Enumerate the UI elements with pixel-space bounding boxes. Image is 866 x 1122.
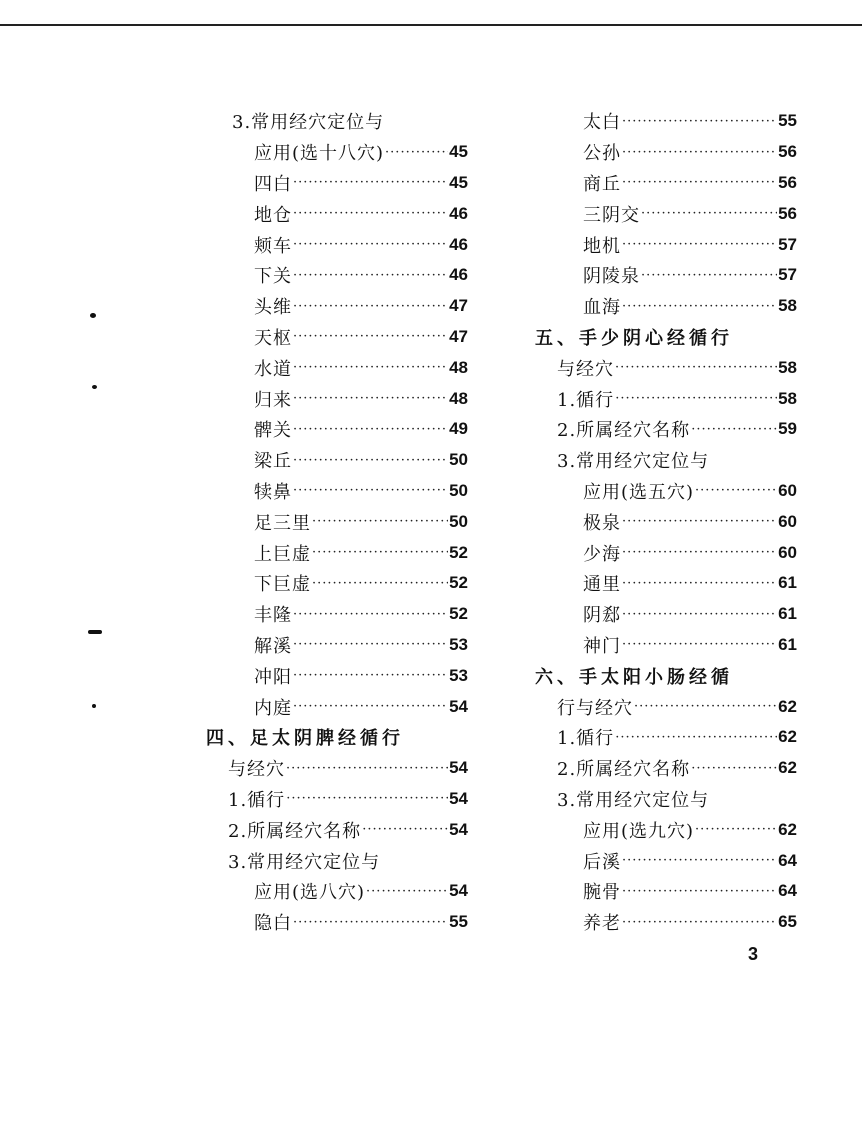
dot-leader (622, 114, 777, 129)
toc-entry (206, 137, 468, 168)
toc-entry (535, 506, 797, 537)
dot-leader (615, 730, 777, 745)
toc-entry-page: 56 (778, 142, 797, 162)
toc-entry-page: 53 (449, 665, 468, 685)
toc-entry-label: 2.所属经穴名称 (557, 759, 691, 781)
dot-leader (622, 637, 777, 652)
toc-entry-label: 后溪 (583, 851, 621, 873)
toc-entry-label: 与经穴 (228, 759, 285, 781)
toc-entry-page: 47 (449, 326, 468, 346)
toc-entry-label: 地仓 (254, 204, 292, 226)
dot-leader (293, 915, 448, 930)
toc-entry (206, 845, 468, 876)
toc-entry (206, 537, 468, 568)
dot-leader (622, 915, 777, 930)
toc-entry (206, 383, 468, 414)
toc-entry-page: 54 (449, 881, 468, 901)
toc-entry (535, 722, 797, 753)
toc-entry-label: 梁丘 (254, 451, 292, 473)
dot-leader (293, 299, 448, 314)
toc-entry-label: 天枢 (254, 327, 292, 349)
toc-entry (206, 414, 468, 445)
toc-entry (206, 876, 468, 907)
toc-entry-label: 阴郄 (583, 605, 621, 627)
toc-entry-page: 58 (778, 357, 797, 377)
dot-leader (622, 237, 777, 252)
toc-entry (206, 722, 468, 753)
toc-entry (206, 814, 468, 845)
toc-entry-label: 下巨虚 (254, 574, 311, 596)
dot-leader (293, 391, 448, 406)
dot-leader (293, 453, 448, 468)
toc-entry-label: 3.常用经穴定位与 (228, 851, 381, 873)
toc-entry-label: 商丘 (583, 173, 621, 195)
dot-leader (293, 206, 448, 221)
toc-entry (535, 198, 797, 229)
toc-entry (535, 876, 797, 907)
toc-entry-label: 1.循行 (557, 389, 615, 411)
dot-leader (641, 206, 777, 221)
scan-speck (92, 385, 97, 389)
toc-entry-page: 48 (449, 388, 468, 408)
toc-entry-label: 水道 (254, 358, 292, 380)
dot-leader (293, 329, 448, 344)
toc-entry-page: 50 (449, 511, 468, 531)
toc-entry-page: 58 (778, 296, 797, 316)
toc-entry-label: 三阴交 (583, 204, 640, 226)
toc-entry-label: 四、足太阴脾经循行 (206, 728, 404, 750)
toc-entry-label: 应用(选十八穴) (254, 143, 385, 165)
toc-entry (535, 537, 797, 568)
toc-right-column (535, 106, 797, 938)
toc-entry-page: 60 (778, 542, 797, 562)
toc-entry (535, 352, 797, 383)
toc-entry-label: 极泉 (583, 512, 621, 534)
toc-entry-label: 2.所属经穴名称 (228, 820, 362, 842)
toc-entry-page: 57 (778, 265, 797, 285)
toc-entry-label: 3.常用经穴定位与 (557, 789, 710, 811)
toc-entry (535, 168, 797, 199)
toc-entry (535, 599, 797, 630)
toc-entry-page: 61 (778, 634, 797, 654)
toc-entry (535, 229, 797, 260)
toc-entry (206, 322, 468, 353)
toc-entry-label: 应用(选五穴) (583, 481, 695, 503)
dot-leader (622, 175, 777, 190)
toc-entry-label: 少海 (583, 543, 621, 565)
toc-entry-label: 颊车 (254, 235, 292, 257)
toc-entry-label: 头维 (254, 297, 292, 319)
toc-entry (535, 691, 797, 722)
toc-entry-label: 犊鼻 (254, 481, 292, 503)
toc-entry-label: 丰隆 (254, 605, 292, 627)
toc-entry (535, 445, 797, 476)
dot-leader (385, 145, 448, 160)
dot-leader (691, 422, 777, 437)
toc-entry (535, 907, 797, 938)
toc-entry-page: 65 (778, 912, 797, 932)
toc-entry-page: 57 (778, 234, 797, 254)
toc-entry-page: 64 (778, 881, 797, 901)
toc-entry (206, 198, 468, 229)
dot-leader (641, 268, 777, 283)
toc-entry-label: 太白 (583, 112, 621, 134)
toc-entry-label: 隐白 (254, 913, 292, 935)
page-number: 3 (748, 944, 759, 964)
scan-speck (90, 313, 96, 318)
toc-entry-page: 53 (449, 634, 468, 654)
toc-entry-page: 46 (449, 234, 468, 254)
dot-leader (293, 175, 448, 190)
toc-entry (535, 753, 797, 784)
toc-entry-page: 50 (449, 480, 468, 500)
toc-entry-label: 地机 (583, 235, 621, 257)
dot-leader (634, 699, 777, 714)
toc-entry (535, 476, 797, 507)
toc-entry-label: 养老 (583, 913, 621, 935)
toc-entry-page: 54 (449, 819, 468, 839)
dot-leader (622, 545, 777, 560)
toc-entry-label: 足三里 (254, 512, 311, 534)
toc-entry-label: 四白 (254, 173, 292, 195)
toc-entry (206, 630, 468, 661)
dot-leader (622, 145, 777, 160)
toc-entry-page: 50 (449, 450, 468, 470)
toc-entry-page: 55 (449, 912, 468, 932)
toc-entry (535, 414, 797, 445)
toc-entry-page: 46 (449, 265, 468, 285)
scan-speck (88, 630, 102, 634)
toc-entry-label: 五、手少阴心经循行 (535, 327, 733, 349)
toc-entry-page: 54 (449, 696, 468, 716)
toc-entry-label: 髀关 (254, 420, 292, 442)
toc-entry (535, 291, 797, 322)
dot-leader (312, 545, 448, 560)
top-rule (0, 24, 862, 26)
toc-entry-page: 59 (778, 419, 797, 439)
toc-entry (206, 291, 468, 322)
toc-entry-page: 56 (778, 203, 797, 223)
toc-entry-label: 公孙 (583, 143, 621, 165)
toc-entry (206, 476, 468, 507)
toc-entry-label: 通里 (583, 574, 621, 596)
dot-leader (293, 268, 448, 283)
toc-entry (535, 137, 797, 168)
toc-entry (206, 506, 468, 537)
toc-entry (206, 352, 468, 383)
toc-entry-label: 3.常用经穴定位与 (232, 112, 385, 134)
toc-entry-label: 3.常用经穴定位与 (557, 451, 710, 473)
toc-entry-page: 56 (778, 172, 797, 192)
dot-leader (312, 514, 448, 529)
dot-leader (293, 637, 448, 652)
toc-entry-page: 62 (778, 758, 797, 778)
toc-entry-page: 52 (449, 604, 468, 624)
toc-entry-label: 血海 (583, 297, 621, 319)
toc-entry-label: 神门 (583, 635, 621, 657)
dot-leader (293, 237, 448, 252)
toc-entry-label: 下关 (254, 266, 292, 288)
toc-entry-page: 52 (449, 542, 468, 562)
dot-leader (293, 360, 448, 375)
toc-entry (206, 753, 468, 784)
toc-entry-page: 60 (778, 511, 797, 531)
dot-leader (362, 822, 448, 837)
toc-entry (206, 784, 468, 815)
toc-entry-label: 2.所属经穴名称 (557, 420, 691, 442)
dot-leader (695, 822, 777, 837)
dot-leader (622, 514, 777, 529)
dot-leader (312, 576, 448, 591)
toc-entry-label: 上巨虚 (254, 543, 311, 565)
toc-entry (535, 660, 797, 691)
toc-entry-page: 45 (449, 142, 468, 162)
toc-entry (535, 845, 797, 876)
scan-speck (92, 704, 96, 708)
toc-entry-page: 48 (449, 357, 468, 377)
toc-entry-page: 47 (449, 296, 468, 316)
dot-leader (615, 360, 777, 375)
toc-entry-label: 归来 (254, 389, 292, 411)
dot-leader (691, 761, 777, 776)
toc-entry-page: 46 (449, 203, 468, 223)
toc-entry-label: 应用(选八穴) (254, 882, 366, 904)
dot-leader (622, 884, 777, 899)
toc-entry (206, 168, 468, 199)
toc-entry-page: 58 (778, 388, 797, 408)
dot-leader (293, 607, 448, 622)
toc-entry (535, 106, 797, 137)
dot-leader (622, 607, 777, 622)
toc-entry-label: 解溪 (254, 635, 292, 657)
toc-entry-page: 64 (778, 850, 797, 870)
dot-leader (695, 483, 777, 498)
dot-leader (615, 391, 777, 406)
toc-entry (206, 568, 468, 599)
toc-entry-label: 与经穴 (557, 358, 614, 380)
toc-entry (206, 691, 468, 722)
dot-leader (622, 853, 777, 868)
dot-leader (366, 884, 448, 899)
toc-entry (206, 229, 468, 260)
toc-entry-label: 冲阳 (254, 666, 292, 688)
dot-leader (286, 761, 448, 776)
toc-entry (535, 630, 797, 661)
dot-leader (293, 668, 448, 683)
toc-entry-page: 45 (449, 172, 468, 192)
toc-entry-label: 阴陵泉 (583, 266, 640, 288)
toc-entry-label: 1.循行 (557, 728, 615, 750)
dot-leader (622, 576, 777, 591)
toc-entry (206, 599, 468, 630)
toc-entry (206, 260, 468, 291)
toc-entry-page: 55 (778, 111, 797, 131)
toc-entry (535, 814, 797, 845)
toc-entry-page: 52 (449, 573, 468, 593)
dot-leader (293, 422, 448, 437)
toc-entry-label: 六、手太阳小肠经循 (535, 666, 733, 688)
toc-entry-label: 内庭 (254, 697, 292, 719)
toc-entry-label: 1.循行 (228, 789, 286, 811)
dot-leader (293, 699, 448, 714)
toc-entry-page: 60 (778, 480, 797, 500)
toc-entry-page: 62 (778, 727, 797, 747)
toc-entry (535, 784, 797, 815)
toc-entry (206, 660, 468, 691)
toc-left-column (206, 106, 468, 938)
toc-entry (206, 907, 468, 938)
toc-entry-page: 62 (778, 696, 797, 716)
dot-leader (286, 791, 448, 806)
toc-entry-page: 61 (778, 604, 797, 624)
toc-entry (535, 568, 797, 599)
toc-entry-page: 61 (778, 573, 797, 593)
toc-entry-page: 54 (449, 758, 468, 778)
toc-entry-label: 行与经穴 (557, 697, 633, 719)
toc-entry-label: 腕骨 (583, 882, 621, 904)
toc-entry (206, 106, 468, 137)
toc-entry-page: 62 (778, 819, 797, 839)
toc-entry-page: 49 (449, 419, 468, 439)
toc-entry (535, 322, 797, 353)
toc-entry (535, 260, 797, 291)
toc-entry (206, 445, 468, 476)
toc-entry-page: 54 (449, 788, 468, 808)
toc-entry (535, 383, 797, 414)
dot-leader (622, 299, 777, 314)
dot-leader (293, 483, 448, 498)
toc-entry-label: 应用(选九穴) (583, 820, 695, 842)
